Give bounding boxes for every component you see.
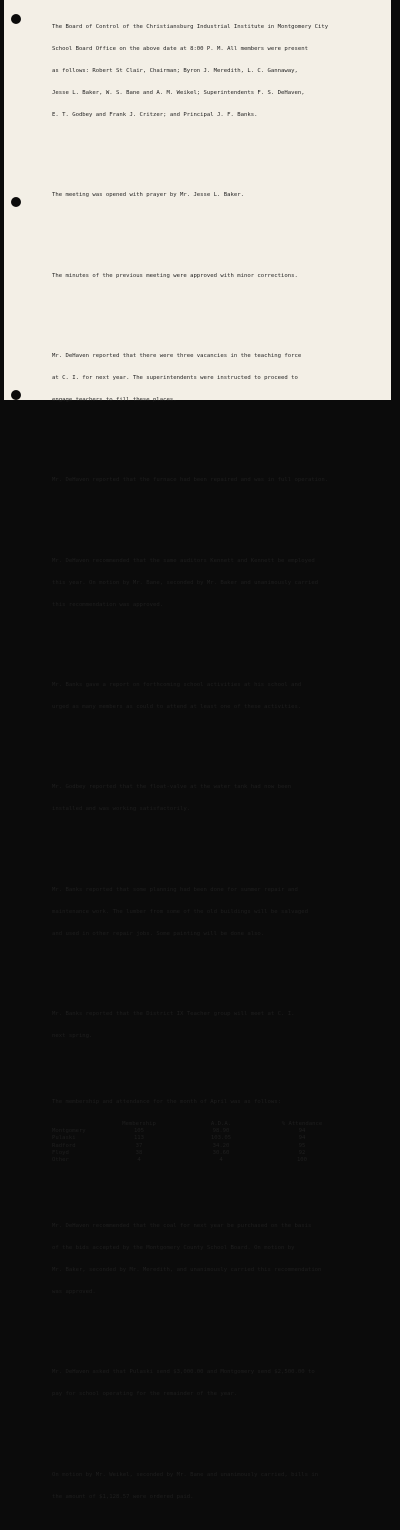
header-school — [52, 1121, 108, 1128]
text-line: The Board of Control of the Christiansburg Industrial Institute in Montgomery City — [52, 24, 329, 31]
ada-value: 103.05 — [210, 1135, 232, 1142]
text-line: Mr. Baker, seconded by Mr. Meredith, and unanimously carried this recommendation — [52, 1266, 322, 1273]
school-name: Other — [52, 1157, 69, 1164]
paragraph-auditors — [52, 543, 388, 623]
text-line: of the bids accepted by the Montgomery County School Board. On motion by — [52, 1245, 295, 1251]
text-line: E. T. Godbey and Frank J. Critzer; and Principal J. F. Banks. — [52, 111, 258, 118]
text-line: Mr. Banks reported that some planning had been done for summer repair and — [52, 886, 298, 893]
ada-value: 30.60 — [212, 1149, 230, 1156]
paragraph-district — [52, 997, 388, 1055]
punch-hole — [11, 390, 21, 400]
text-line: and used in other repair jobs. Some painting will be done also. — [52, 930, 265, 937]
text-line: Mr. DeHaven recommended that the same auditors Kennett and Kennett be employed — [52, 557, 315, 564]
punch-hole — [11, 14, 21, 24]
paragraph-prayer — [52, 178, 388, 214]
header-percent-attendance: % Attendance — [281, 1120, 323, 1127]
intro-paragraph — [52, 10, 388, 134]
membership-value: 37 — [135, 1142, 143, 1149]
text-line: was approved. — [52, 1288, 96, 1295]
punch-hole — [11, 197, 21, 207]
text-line: engage teachers to fill these places. — [52, 396, 177, 403]
text-line: the amount of $1,128.57 were ordered paid. — [52, 1493, 194, 1500]
text-line: Jesse L. Baker, W. S. Bane and A. M. Weikel; Superintendents F. S. DeHaven, — [52, 89, 305, 96]
membership-value: 38 — [135, 1149, 143, 1156]
paragraph-bills — [52, 1457, 388, 1515]
text-line: On motion by Mr. Weikel, seconded by Mr. Bane and unanimously carried, bills in — [52, 1471, 319, 1478]
membership-value: 113 — [133, 1135, 145, 1142]
table-row — [52, 1150, 332, 1157]
table-row — [52, 1143, 332, 1150]
table-row — [52, 1135, 332, 1142]
membership-value: 105 — [133, 1128, 145, 1135]
paragraph-activities — [52, 668, 388, 726]
text-line: Mr. DeHaven recommended that the coal for next year be purchased on the basis — [52, 1223, 312, 1230]
percent-value: 94 — [298, 1128, 306, 1135]
membership-value: 4 — [137, 1157, 141, 1164]
percent-value: 94 — [298, 1135, 306, 1142]
text-line: as follows: Robert St Clair, Chairman; Byron J. Meredith, L. C. Gannaway, — [52, 67, 298, 74]
percent-value: 92 — [298, 1149, 306, 1156]
percent-value: 95 — [298, 1142, 306, 1149]
attendance-table — [52, 1121, 332, 1165]
document-page — [4, 0, 391, 1500]
text-line: this year. On motion by Mr. Bane, seconded by Mr. Baker and unanimously carried — [52, 579, 319, 586]
text-line: Mr. Banks reported that the District IX Teacher group will meet at C. I. — [52, 1011, 295, 1018]
ada-value: 98.90 — [212, 1128, 230, 1135]
school-name: Pulaski — [52, 1135, 76, 1142]
table-row — [52, 1157, 332, 1164]
header-membership: Membership — [122, 1120, 156, 1127]
paragraph-vacancies — [52, 339, 388, 419]
ada-value: 4 — [219, 1157, 223, 1164]
attendance-header-row — [52, 1121, 332, 1128]
text-line: The meeting was opened with prayer by Mr. Jesse L. Baker. — [52, 192, 244, 199]
paragraph-furnace — [52, 463, 388, 499]
paragraph-payments — [52, 1355, 388, 1413]
ada-value: 34.20 — [212, 1142, 230, 1149]
text-line: School Board Office on the above date at 8:00 P. M. All members were present — [52, 46, 308, 53]
school-name: Montgomery — [52, 1128, 86, 1135]
header-ada: A.D.A. — [210, 1120, 232, 1127]
text-line: Mr. DeHaven asked that Pulaski send $3,000.00 and Montgomery send $2,500.00 to — [52, 1369, 315, 1376]
school-name: Floyd — [52, 1149, 69, 1156]
text-line: The minutes of the previous meeting were approved with minor corrections. — [52, 272, 298, 279]
text-line: this recommendation was approved. — [52, 601, 164, 608]
paragraph-coal — [52, 1209, 388, 1311]
paragraph-minutes — [52, 258, 388, 294]
school-name: Radford — [52, 1142, 76, 1149]
text-line: next spring. — [52, 1032, 93, 1039]
paragraph-repairs — [52, 872, 388, 952]
text-line: Mr. DeHaven reported that there were three vacancies in the teaching force — [52, 353, 302, 360]
text-line: installed and was working satisfactorily. — [52, 806, 191, 813]
text-line: pay for school operating for the remainder of the year. — [52, 1391, 238, 1398]
minutes-body — [52, 0, 388, 1530]
text-line: at C. I. for next year. The superintendents were instructed to proceed to — [52, 375, 298, 382]
paragraph-float-valve — [52, 770, 388, 828]
text-line: Mr. Godbey reported that the float-valve at the water tank had now been — [52, 784, 292, 791]
text-line: urged as many members as could to attend at least one of these activities. — [52, 704, 302, 711]
text-line: maintenance work. The lumber from some of the old buildings will be salvaged — [52, 908, 308, 915]
text-line: Mr. Banks gave a report on forthcoming school activities at his school and — [52, 682, 302, 689]
percent-value: 100 — [296, 1157, 308, 1164]
attendance-intro: The membership and attendance for the month of April was as follows: — [52, 1098, 282, 1105]
text-line: Mr. DeHaven reported that the furnace had been repaired and was in full operation. — [52, 477, 329, 484]
table-row — [52, 1128, 332, 1135]
